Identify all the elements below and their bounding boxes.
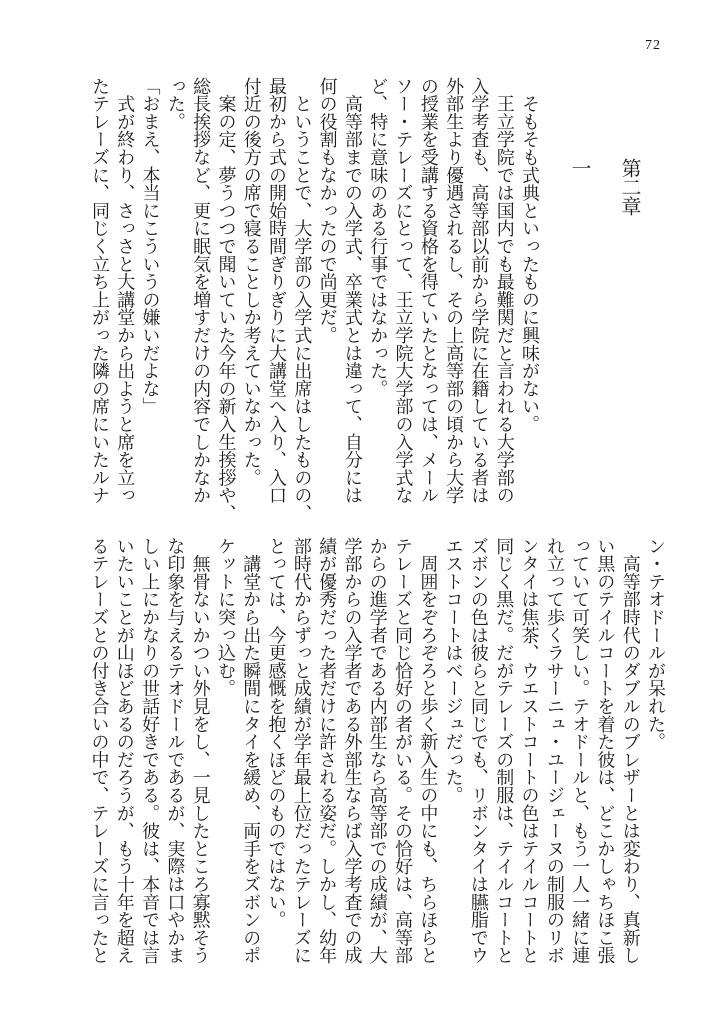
text-line: 総長挨拶など、更に眠気を増すだけの内容でしかなか	[191, 77, 212, 505]
text-block-top	[87, 77, 542, 522]
text-line: 付近の後方の席で寝ることしか考えていなかった。	[241, 77, 262, 487]
text-line: 式が終わり、さっさと大講堂から出ようと席を立っ	[115, 77, 136, 505]
text-line: 周囲をぞろぞろと歩く新入生の中にも、ちらほらと	[418, 537, 439, 965]
text-line: 何の役割もなかったので尚更だ。	[317, 77, 338, 345]
text-line: 同じく黒だ。だがテレーズの制服は、テイルコートと	[494, 537, 515, 965]
text-line: いたいことが山ほどあるのだろうが、もう十年を超え	[114, 537, 135, 965]
text-line: の授業を受講する資格を得ていたとなっては、メール	[418, 77, 439, 505]
text-line: ど、特に意味のある行事ではなかった。	[368, 77, 389, 398]
text-line: テレーズと同じ恰好の者がいる。その恰好は、高等部	[393, 537, 414, 965]
chapter-title: 第二章	[618, 158, 640, 215]
text-line: るテレーズとの付き合いの中で、テレーズに言ったと	[89, 537, 110, 965]
text-line: とっては、今更感慨を抱くほどのものではない。	[266, 537, 287, 929]
text-line: ということで、大学部の入学式に出席はしたものの、	[292, 77, 313, 523]
text-line: 部時代からずっと成績が学年最上位だったテレーズに	[291, 537, 312, 965]
text-line: 入学考査も、高等部以前から学院に在籍している者は	[469, 77, 490, 505]
text-line: い黒のテイルコートを着た彼は、どこかしゃちほこ張	[595, 537, 616, 965]
text-line: 外部生より優遇されるし、その上高等部の頃から大学	[444, 77, 465, 505]
text-line: 無骨ないかつい外見をし、一見したところ寡黙そう	[190, 537, 211, 965]
text-block-bottom	[86, 537, 668, 964]
text-line: ンタイは焦茶、ウエストコートの色はテイルコートと	[519, 537, 540, 965]
text-line: そもそも式典といったものに興味がない。	[520, 77, 540, 434]
text-line: ケットに突っ込む。	[215, 537, 236, 698]
text-line: 績が優秀だった者だけに許される姿だ。しかし、幼年	[317, 537, 338, 965]
text-line: たテレーズに、同じく立ち上がった隣の席にいたルナ	[89, 77, 110, 505]
text-line: 高等部までの入学式、卒業式とは違って、自分には	[342, 77, 363, 505]
text-line: った。	[165, 77, 186, 131]
text-line: しい上にかなりの世話好きである。彼は、本音では言	[140, 537, 161, 965]
page-number: 72	[645, 38, 661, 53]
text-line: 高等部時代のダブルのブレザーとは変わり、真新し	[620, 537, 641, 965]
text-line: っていて可笑しい。テオドールと、もう一人一緒に連	[570, 537, 591, 965]
text-line: 学部からの入学者である外部生ならば入学考査での成	[342, 537, 363, 965]
text-line: 講堂から出た瞬間にタイを緩め、両手をズボンのポ	[241, 537, 262, 965]
text-line: な印象を与えるテオドールであるが、実際は口やかま	[165, 537, 186, 965]
text-line: からの進学者である内部生なら高等部での成績が、大	[367, 537, 388, 965]
text-line: 案の定、夢うつつで聞いていた今年の新入生挨拶や、	[216, 77, 237, 523]
text-line: ズボンの色は彼らと同じでも、リボンタイは臙脂でウ	[468, 537, 489, 965]
text-line: 王立学院では国内でも最難関だと言われる大学部の	[494, 77, 515, 505]
text-line: エストコートはベージュだった。	[443, 537, 464, 805]
text-line: ン・テオドールが呆れた。	[646, 537, 666, 751]
text-line: 「おまえ、本当にこういうの嫌いだよな」	[140, 77, 161, 416]
text-line: れ立って歩くラサーニュ・ユージェーヌの制服のリボ	[544, 537, 565, 965]
text-line: ソー・テレーズにとって、王立学院大学部の入学式な	[393, 77, 414, 505]
section-mark: 一	[568, 158, 590, 178]
text-line: 最初から式の開始時間ぎりぎりに大講堂へ入り、入口	[267, 77, 288, 505]
